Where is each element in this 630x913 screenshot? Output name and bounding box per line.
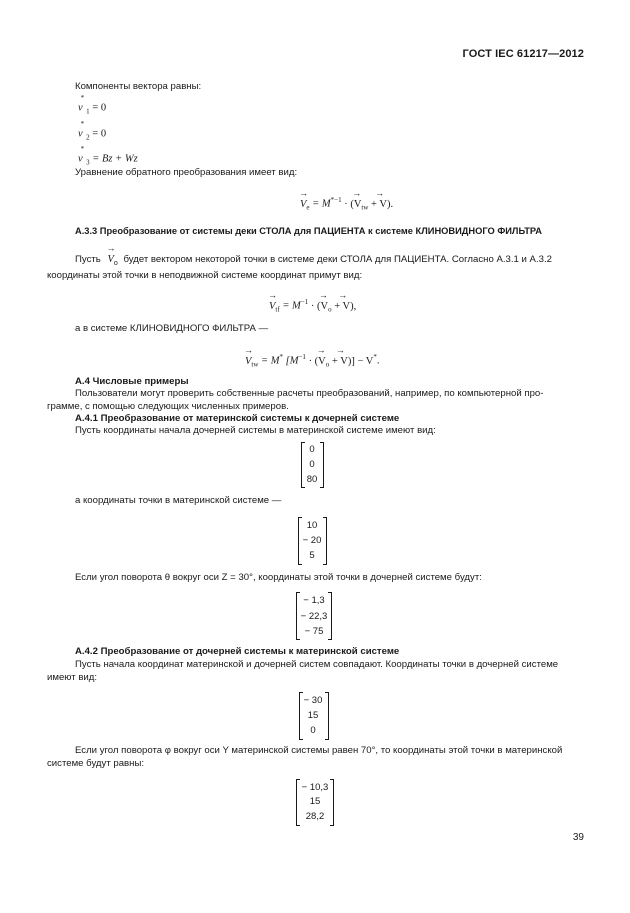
wedge-label: а в системе КЛИНОВИДНОГО ФИЛЬТРА —: [75, 323, 269, 334]
section-a42-title: А.4.2 Преобразование от дочерней системы к материнской системе: [75, 646, 400, 657]
matrix-cell: 0: [309, 444, 315, 455]
section-a33-title: А.3.3 Преобразование от системы деки СТОЛА для ПАЦИЕНТА к системе КЛИНОВИДНОГО ФИЛЬТРА: [75, 226, 542, 236]
matrix-cell: − 1,3: [303, 595, 325, 606]
matrix-cell: − 75: [304, 626, 324, 637]
matrix-cell: 0: [310, 725, 316, 736]
matrix-cell: 0: [309, 459, 315, 470]
formula-table-to-wedge: → $V_{tw} = M^*$ [$M^{-1}$ → · ($V_o$ → + V)] − V*.: [244, 344, 380, 369]
section-a4-text-line2: грамме, с помощью следующих численных примеров.: [47, 401, 289, 412]
section-a41-text1: Пусть координаты начала дочерней системы в материнской системе имеют вид:: [75, 425, 436, 436]
para-a33-line1: Пусть → $V_o$ будет вектором некоторой точки в системе деки СТОЛА для ПАЦИЕНТА. Согласно А.3.1 и А.3.2: [75, 243, 552, 267]
matrix-cell: 15: [307, 710, 319, 721]
page-number: 39: [572, 832, 584, 843]
section-a42-text2-line1: Если угол поворота φ вокруг оси Y материнской системы равен 70°, то координаты этой точки в материнской: [75, 745, 563, 756]
section-a42-text1-line2: имеют вид:: [47, 672, 98, 683]
component-v1: $v^*_1 = 0$: [78, 94, 107, 116]
document-header: ГОСТ IEC 61217—2012: [462, 48, 584, 60]
component-v2: $v^*_2 = 0$: [78, 120, 107, 142]
formula-table-to-fixed: → $V_{tf} = M^{-1}$ → · ($V_o$ → + V),: [268, 289, 357, 314]
matrix-cell: − 20: [302, 535, 322, 546]
section-a41-text2: а координаты точки в материнской системе —: [75, 495, 282, 506]
formula-inverse: → $V_e = M^{*-1}$ → · ($V_{tw}$ → + V).: [299, 187, 394, 212]
section-a42-text1-line1: Пусть начала координат материнской и дочерней систем совпадают. Координаты точки в дочерней системе: [75, 659, 559, 670]
component-v3: $v^*_3 = Bz + Wz$: [78, 145, 138, 167]
matrix-cell: 80: [306, 474, 318, 485]
matrix-cell: − 10,3: [301, 782, 329, 793]
matrix-cell: 28,2: [305, 811, 325, 822]
section-a4-title: А.4 Числовые примеры: [75, 376, 189, 387]
section-a41-title: А.4.1 Преобразование от материнской системы к дочерней системе: [75, 413, 400, 424]
section-a41-text3: Если угол поворота θ вокруг оси Z = 30°, координаты этой точки в дочерней системе будут:: [75, 572, 482, 583]
matrix-cell: 15: [309, 796, 321, 807]
section-a4-text-line1: Пользователи могут проверить собственные расчеты преобразований, например, по компьютерной про-: [75, 388, 544, 399]
matrix-cell: 10: [306, 520, 318, 531]
inverse-label: Уравнение обратного преобразования имеет вид:: [75, 167, 298, 178]
para-a33-line2: координаты этой точки в неподвижной системе координат примут вид:: [47, 270, 363, 281]
matrix-cell: − 22,3: [300, 611, 328, 622]
matrix-cell: 5: [309, 550, 315, 561]
components-label: Компоненты вектора равны:: [75, 81, 202, 92]
matrix-cell: − 30: [303, 695, 323, 706]
section-a42-text2-line2: системе будут равны:: [47, 758, 145, 769]
